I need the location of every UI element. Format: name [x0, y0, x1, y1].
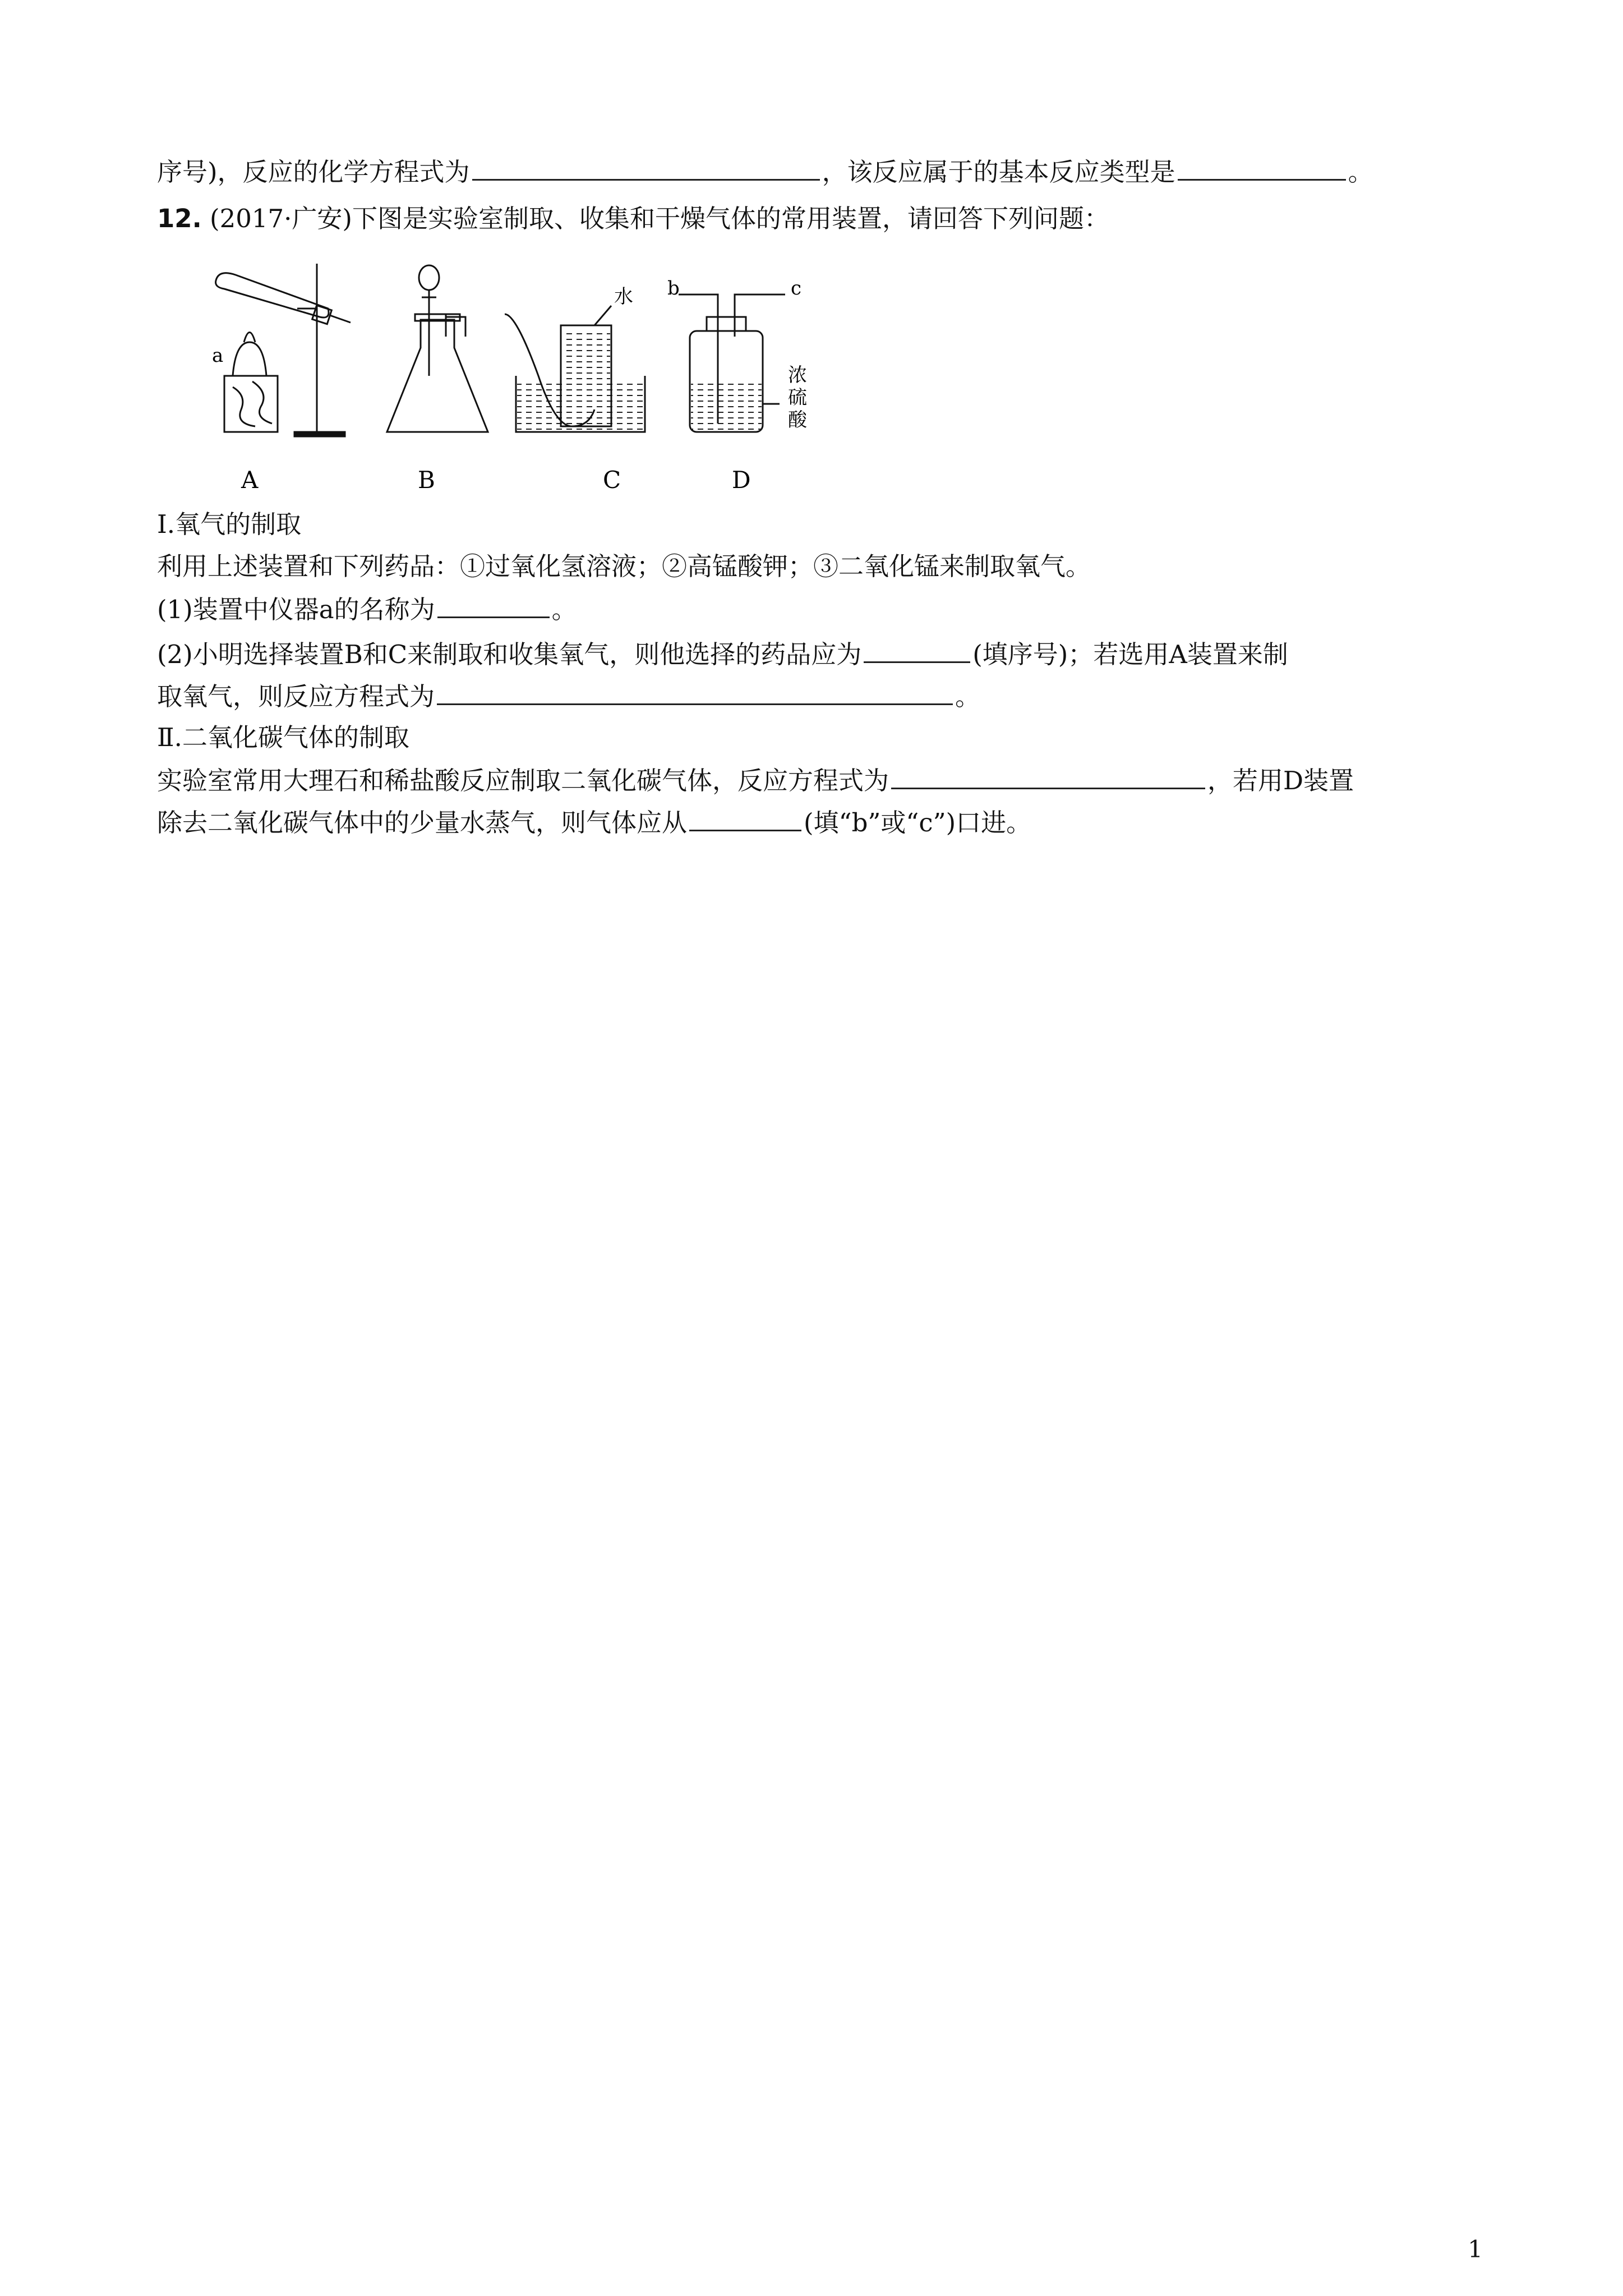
- label-a: a: [212, 344, 224, 367]
- text: (填“b”或“c”)口进。: [804, 808, 1032, 838]
- answer-blank[interactable]: [437, 592, 550, 618]
- apparatus-label-d: D: [732, 466, 751, 494]
- label-b: b: [667, 277, 680, 300]
- apparatus-b: [387, 265, 488, 432]
- text: 。: [955, 682, 981, 711]
- answer-blank[interactable]: [891, 763, 1205, 789]
- label-water: 水: [614, 286, 633, 308]
- text-line-1: [157, 154, 1373, 189]
- text-line-5: [157, 592, 577, 627]
- text-line-4: [157, 550, 1091, 583]
- text: 序号)，反应的化学方程式为: [157, 157, 470, 187]
- text: 取氧气，则反应方程式为: [157, 682, 435, 711]
- answer-blank[interactable]: [864, 637, 970, 663]
- text: 。: [551, 595, 577, 624]
- question-text: (2017·广安)下图是实验室制取、收集和干燥气体的常用装置，请回答下列问题：: [210, 204, 1109, 233]
- apparatus-figure: [202, 264, 841, 499]
- question-number: 12.: [157, 204, 202, 233]
- section-1-title: [157, 508, 301, 541]
- text: Ⅱ.二氧化碳气体的制取: [157, 723, 409, 752]
- text-line-9: [157, 763, 1354, 798]
- apparatus-label-b: B: [418, 466, 435, 494]
- text: 利用上述装置和下列药品：①过氧化氢溶液；②高锰酸钾；③二氧化锰来制取氧气。: [157, 551, 1091, 581]
- text: 实验室常用大理石和稀盐酸反应制取二氧化碳气体，反应方程式为: [157, 766, 889, 795]
- label-acid-3: 酸: [788, 409, 807, 431]
- question-12-header: [157, 202, 1109, 236]
- text-line-6: [157, 637, 1288, 671]
- label-acid-1: 浓: [788, 364, 807, 386]
- apparatus-a: [216, 264, 351, 436]
- apparatus-label-c: C: [603, 466, 621, 494]
- answer-blank[interactable]: [1178, 154, 1346, 181]
- label-acid-2: 硫: [788, 386, 807, 409]
- text-line-7: [157, 679, 980, 714]
- text: 。: [1348, 157, 1373, 187]
- label-c: c: [791, 277, 802, 300]
- text: (1)装置中仪器a的名称为: [157, 595, 435, 624]
- text: Ⅰ.氧气的制取: [157, 509, 302, 539]
- text: ，该反应属于的基本反应类型是: [822, 157, 1175, 187]
- text: 除去二氧化碳气体中的少量水蒸气，则气体应从: [157, 808, 688, 838]
- apparatus-label-a: A: [241, 466, 259, 494]
- text: ，若用D装置: [1207, 766, 1354, 795]
- answer-blank[interactable]: [472, 154, 820, 181]
- page-number: 1: [1468, 2235, 1483, 2263]
- apparatus-d: [679, 295, 785, 432]
- text: (填序号)；若选用A装置来制: [972, 639, 1288, 669]
- answer-blank[interactable]: [689, 805, 801, 831]
- section-2-title: [157, 721, 409, 754]
- apparatus-c: [505, 306, 645, 432]
- text: (2)小明选择装置B和C来制取和收集氧气，则他选择的药品应为: [157, 639, 862, 669]
- answer-blank[interactable]: [437, 679, 953, 705]
- text-line-10: [157, 805, 1031, 840]
